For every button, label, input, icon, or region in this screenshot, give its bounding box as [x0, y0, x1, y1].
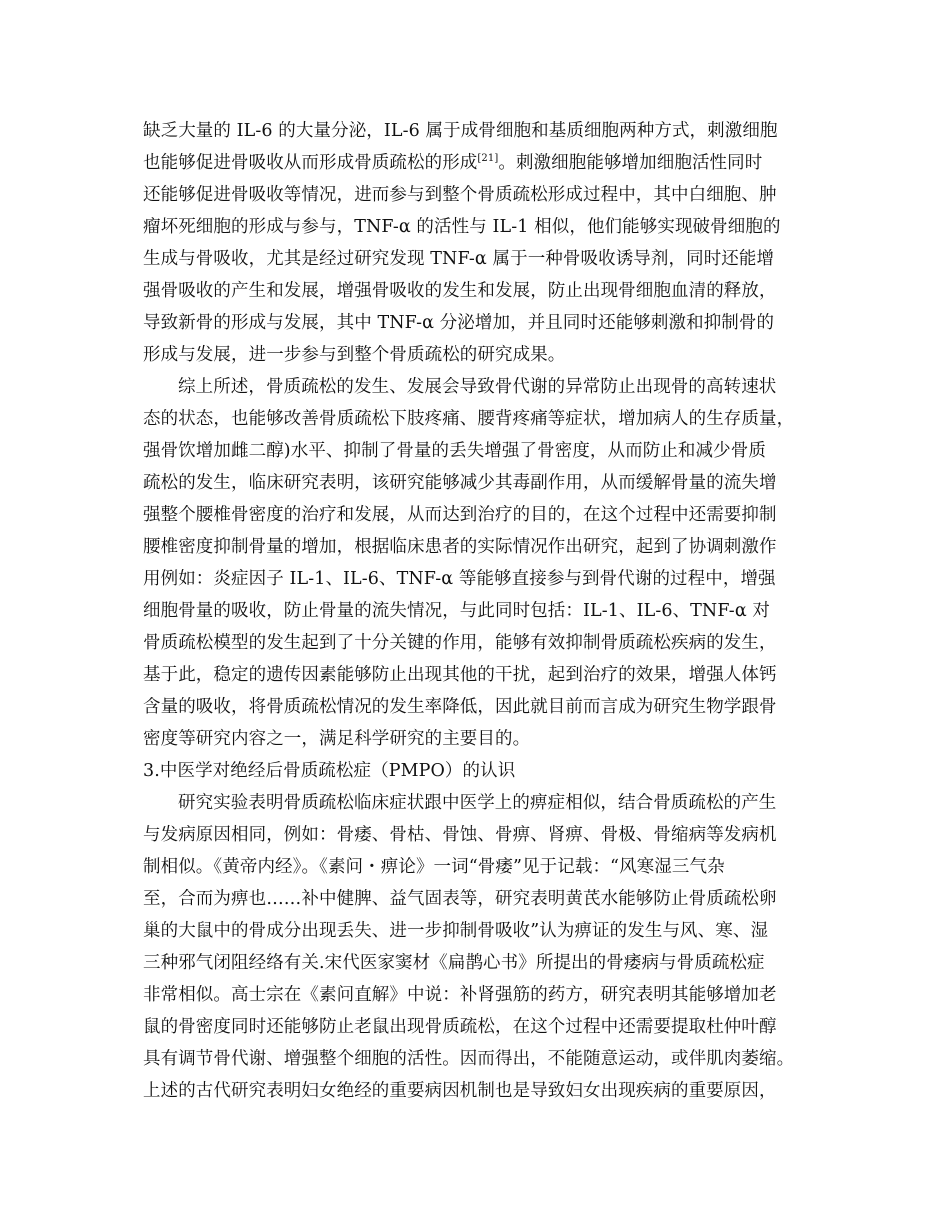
text-line: 巢的大鼠中的骨成分出现丢失、进一步抑制骨吸收”认为痹证的发生与风、寒、湿	[143, 921, 769, 941]
text-line: 非常相似。高士宗在《素问直解》中说：补肾强筋的药方，研究表明其能够增加老	[143, 985, 777, 1005]
text-line: 疏松的发生，临床研究表明，该研究能够减少其毒副作用，从而缓解骨量的流失增	[143, 473, 777, 493]
text-line: 骨质疏松模型的发生起到了十分关键的作用，能够有效抑制骨质疏松疾病的发生，	[143, 633, 777, 653]
text-line: 导致新骨的形成与发展，其中 TNF-α 分泌增加，并且同时还能够刺激和抑制骨的	[143, 313, 775, 333]
text-segment: 也能够促进骨吸收从而形成骨质疏松的形成	[143, 153, 478, 173]
text-line: 密度等研究内容之一，满足科学研究的主要目的。	[143, 729, 531, 749]
text-line: 还能够促进骨吸收等情况，进而参与到整个骨质疏松形成过程中，其中白细胞、肿	[143, 185, 777, 205]
text-line: 鼠的骨密度同时还能够防止老鼠出现骨质疏松，在这个过程中还需要提取杜仲叶醇	[143, 1017, 777, 1037]
citation-reference: [21]	[477, 153, 499, 165]
text-line: 强骨吸收的产生和发展，增强骨吸收的发生和发展，防止出现骨细胞血清的释放，	[143, 281, 777, 301]
text-line: 生成与骨吸收，尤其是经过研究发现 TNF-α 属于一种骨吸收诱导剂，同时还能增	[143, 249, 775, 269]
text-line: 强骨饮增加雌二醇)水平、抑制了骨量的丢失增强了骨密度，从而防止和减少骨质	[143, 441, 766, 461]
text-line: 三种邪气闭阻经络有关.宋代医家窦材《扁鹊心书》所提出的骨痿病与骨质疏松症	[143, 953, 765, 973]
text-line: 研究实验表明骨质疏松临床症状跟中医学上的痹症相似，结合骨质疏松的产生	[178, 793, 777, 813]
section-heading: 3.中医学对绝经后骨质疏松症（PMPO）的认识	[143, 761, 516, 781]
text-line: 细胞骨量的吸收，防止骨量的流失情况，与此同时包括：IL-1、IL-6、TNF-α 对	[143, 601, 770, 621]
text-line: 瘤坏死细胞的形成与参与，TNF-α 的活性与 IL-1 相似，他们能够实现破骨细胞的	[143, 217, 781, 237]
text-line: 具有调节骨代谢、增强整个细胞的活性。因而得出，不能随意运动，或伴肌肉萎缩。	[143, 1049, 795, 1069]
text-line: 含量的吸收，将骨质疏松情况的发生率降低，因此就目前而言成为研究生物学跟骨	[143, 697, 777, 717]
text-line: 制相似。《黄帝内经》。《素问・痹论》一词“骨痿”见于记载：“风寒湿三气杂	[143, 857, 725, 877]
text-segment: 。刺激细胞能够增加细胞活性同时	[498, 153, 763, 173]
text-line: 基于此，稳定的遗传因素能够防止出现其他的干扰，起到治疗的效果，增强人体钙	[143, 665, 777, 685]
text-line: 腰椎密度抑制骨量的增加，根据临床患者的实际情况作出研究，起到了协调刺激作	[143, 537, 777, 557]
text-line: 用例如：炎症因子 IL-1、IL-6、TNF-α 等能够直接参与到骨代谢的过程中，增强	[143, 569, 776, 589]
text-line: 缺乏大量的 IL-6 的大量分泌，IL-6 属于成骨细胞和基质细胞两种方式，刺激细胞	[143, 121, 778, 141]
text-line-with-citation	[143, 152, 762, 174]
text-line: 形成与发展，进一步参与到整个骨质疏松的研究成果。	[143, 345, 566, 365]
text-line: 上述的古代研究表明妇女绝经的重要病因机制也是导致妇女出现疾病的重要原因，	[143, 1081, 777, 1101]
text-line: 强整个腰椎骨密度的治疗和发展，从而达到治疗的目的，在这个过程中还需要抑制	[143, 505, 777, 525]
text-line: 综上所述，骨质疏松的发生、发展会导致骨代谢的异常防止出现骨的高转速状	[178, 377, 777, 397]
text-line: 态的状态，也能够改善骨质疏松下肢疼痛、腰背疼痛等症状，增加病人的生存质量，	[143, 409, 795, 429]
text-line: 至，合而为痹也……补中健脾、益气固表等，研究表明黄芪水能够防止骨质疏松卵	[143, 889, 777, 909]
text-line: 与发病原因相同，例如：骨痿、骨枯、骨蚀、骨痹、肾痹、骨极、骨缩病等发病机	[143, 825, 777, 845]
